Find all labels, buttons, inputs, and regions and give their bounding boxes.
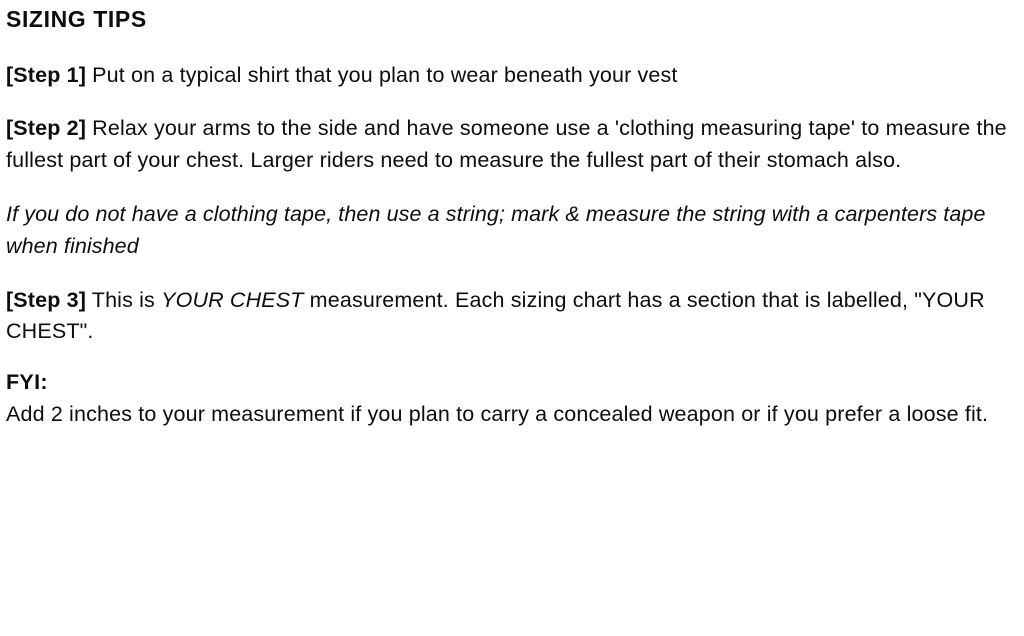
step-2-paragraph bbox=[6, 113, 1016, 177]
step-1-label: [Step 1] bbox=[6, 62, 87, 87]
step-2-text: Relax your arms to the side and have someone use a 'clothing measuring tape' to measure the fullest part of your chest. Larger riders need to measure the fullest part of their stomach also. bbox=[6, 116, 1007, 173]
step-3-text-after: measurement. Each sizing chart has a section that is labelled, "YOUR CHEST". bbox=[6, 287, 985, 344]
step-3-paragraph bbox=[6, 285, 1016, 349]
clothing-tape-note: If you do not have a clothing tape, then use a string; mark & measure the string with a carpenters tape when finished bbox=[6, 202, 986, 258]
step-2-label: [Step 2] bbox=[6, 116, 87, 141]
step-1-paragraph bbox=[6, 60, 1016, 92]
step-3-emphasis: YOUR CHEST bbox=[161, 287, 304, 312]
fyi-body: Add 2 inches to your measurement if you plan to carry a concealed weapon or if you prefer a loose fit. bbox=[6, 402, 989, 427]
fyi-heading: FYI: bbox=[6, 370, 48, 395]
page-title: SIZING TIPS bbox=[6, 6, 147, 32]
step-3-text-before: This is bbox=[86, 287, 162, 312]
step-1-text: Put on a typical shirt that you plan to wear beneath your vest bbox=[86, 62, 678, 87]
step-3-label: [Step 3] bbox=[6, 287, 87, 312]
